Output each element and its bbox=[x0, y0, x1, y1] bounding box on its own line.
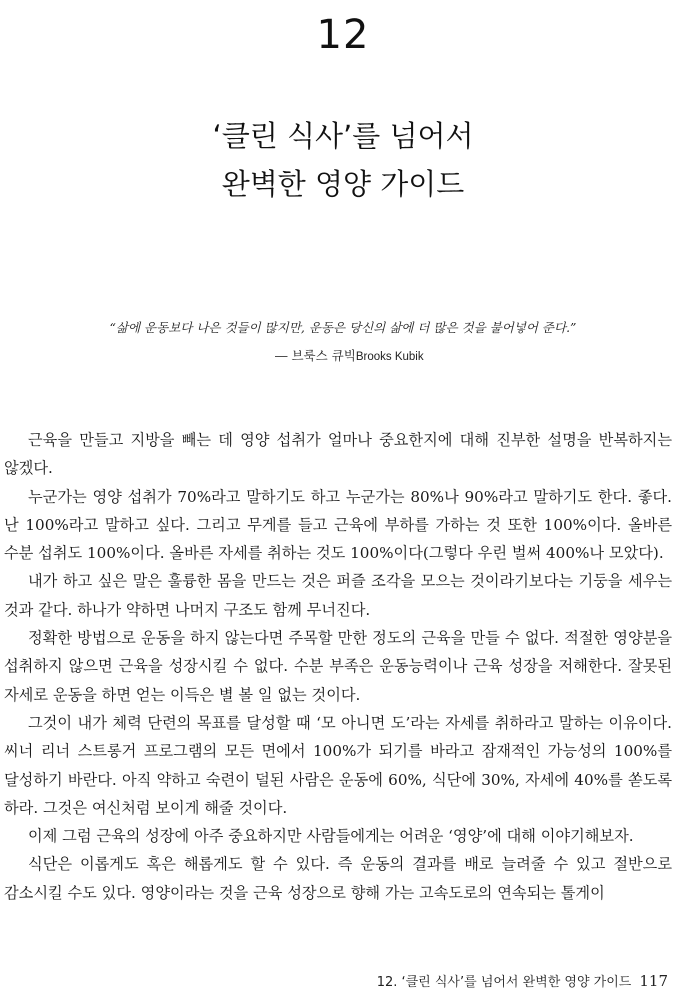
paragraph: 근육을 만들고 지방을 빼는 데 영양 섭취가 얼마나 중요한지에 대해 진부한 설명을 반복하지는 않겠다. bbox=[4, 431, 672, 478]
paragraph: 내가 하고 싶은 말은 훌륭한 몸을 만드는 것은 퍼즐 조각을 모으는 것이라기보다는 기둥을 세우는 것과 같다. 하나가 약하면 나머지 구조도 함께 무너진다. bbox=[4, 572, 672, 619]
running-title: 12. ‘클린 식사’를 넘어서 완벽한 영양 가이드 bbox=[376, 975, 632, 990]
chapter-title bbox=[0, 112, 686, 208]
body-text bbox=[4, 426, 672, 907]
page-number: 117 bbox=[639, 972, 668, 990]
paragraph: 누군가는 영양 섭취가 70%라고 말하기도 하고 누군가는 80%나 90%라고 말하기도 한다. 좋다. 난 100%라고 말하고 싶다. 그리고 무게를 들고 근육에 부하를 가하는 것 또한 100%이다. 올바른 수분 섭취도 100%이다. 올바른 자세를 취하는 것도 100%이다(그렇다 우린 벌써 400%나 모았다). bbox=[4, 487, 672, 563]
chapter-title-line-1: ‘클린 식사’를 넘어서 bbox=[212, 119, 474, 153]
epigraph-quote: “삶에 운동보다 나은 것들이 많지만, 운동은 당신의 삶에 더 많은 것을 불어넣어 준다.” bbox=[109, 320, 577, 335]
epigraph-source-prefix: ― 브룩스 큐빅 bbox=[275, 348, 356, 363]
chapter-title-line-2: 완벽한 영양 가이드 bbox=[221, 167, 465, 201]
epigraph-source-latin: Brooks Kubik bbox=[355, 351, 424, 363]
chapter-number: 12 bbox=[316, 12, 370, 58]
paragraph: 이제 그럼 근육의 성장에 아주 중요하지만 사람들에게는 어려운 ‘영양’에 대해 이야기해보자. bbox=[28, 827, 634, 846]
epigraph-source bbox=[275, 346, 575, 364]
paragraph: 식단은 이롭게도 혹은 해롭게도 할 수 있다. 즉 운동의 결과를 배로 늘려줄 수 있고 절반으로 감소시킬 수도 있다. 영양이라는 것을 근육 성장으로 향해 가는 고속도로의 연속되는 톨게이 bbox=[4, 855, 672, 902]
paragraph: 그것이 내가 체력 단련의 목표를 달성할 때 ‘모 아니면 도’라는 자세를 취하라고 말하는 이유이다. 씨너 리너 스트롱거 프로그램의 모든 면에서 100%가 되기를 바라고 잠재적인 가능성의 100%를 달성하기 바란다. 아직 약하고 숙련이 덜된 사람은 운동에 60%, 식단에 30%, 자세에 40%를 쏟도록 하라. 그것은 여신처럼 보이게 해줄 것이다. bbox=[4, 713, 672, 817]
paragraph: 정확한 방법으로 운동을 하지 않는다면 주목할 만한 정도의 근육을 만들 수 없다. 적절한 영양분을 섭취하지 않으면 근육을 성장시킬 수 없다. 수분 부족은 운동능력이나 근육 성장을 저해한다. 잘못된 자세로 운동을 하면 얻는 이득은 별 볼 일 없는 것이다. bbox=[4, 629, 672, 704]
page-footer bbox=[377, 971, 668, 990]
